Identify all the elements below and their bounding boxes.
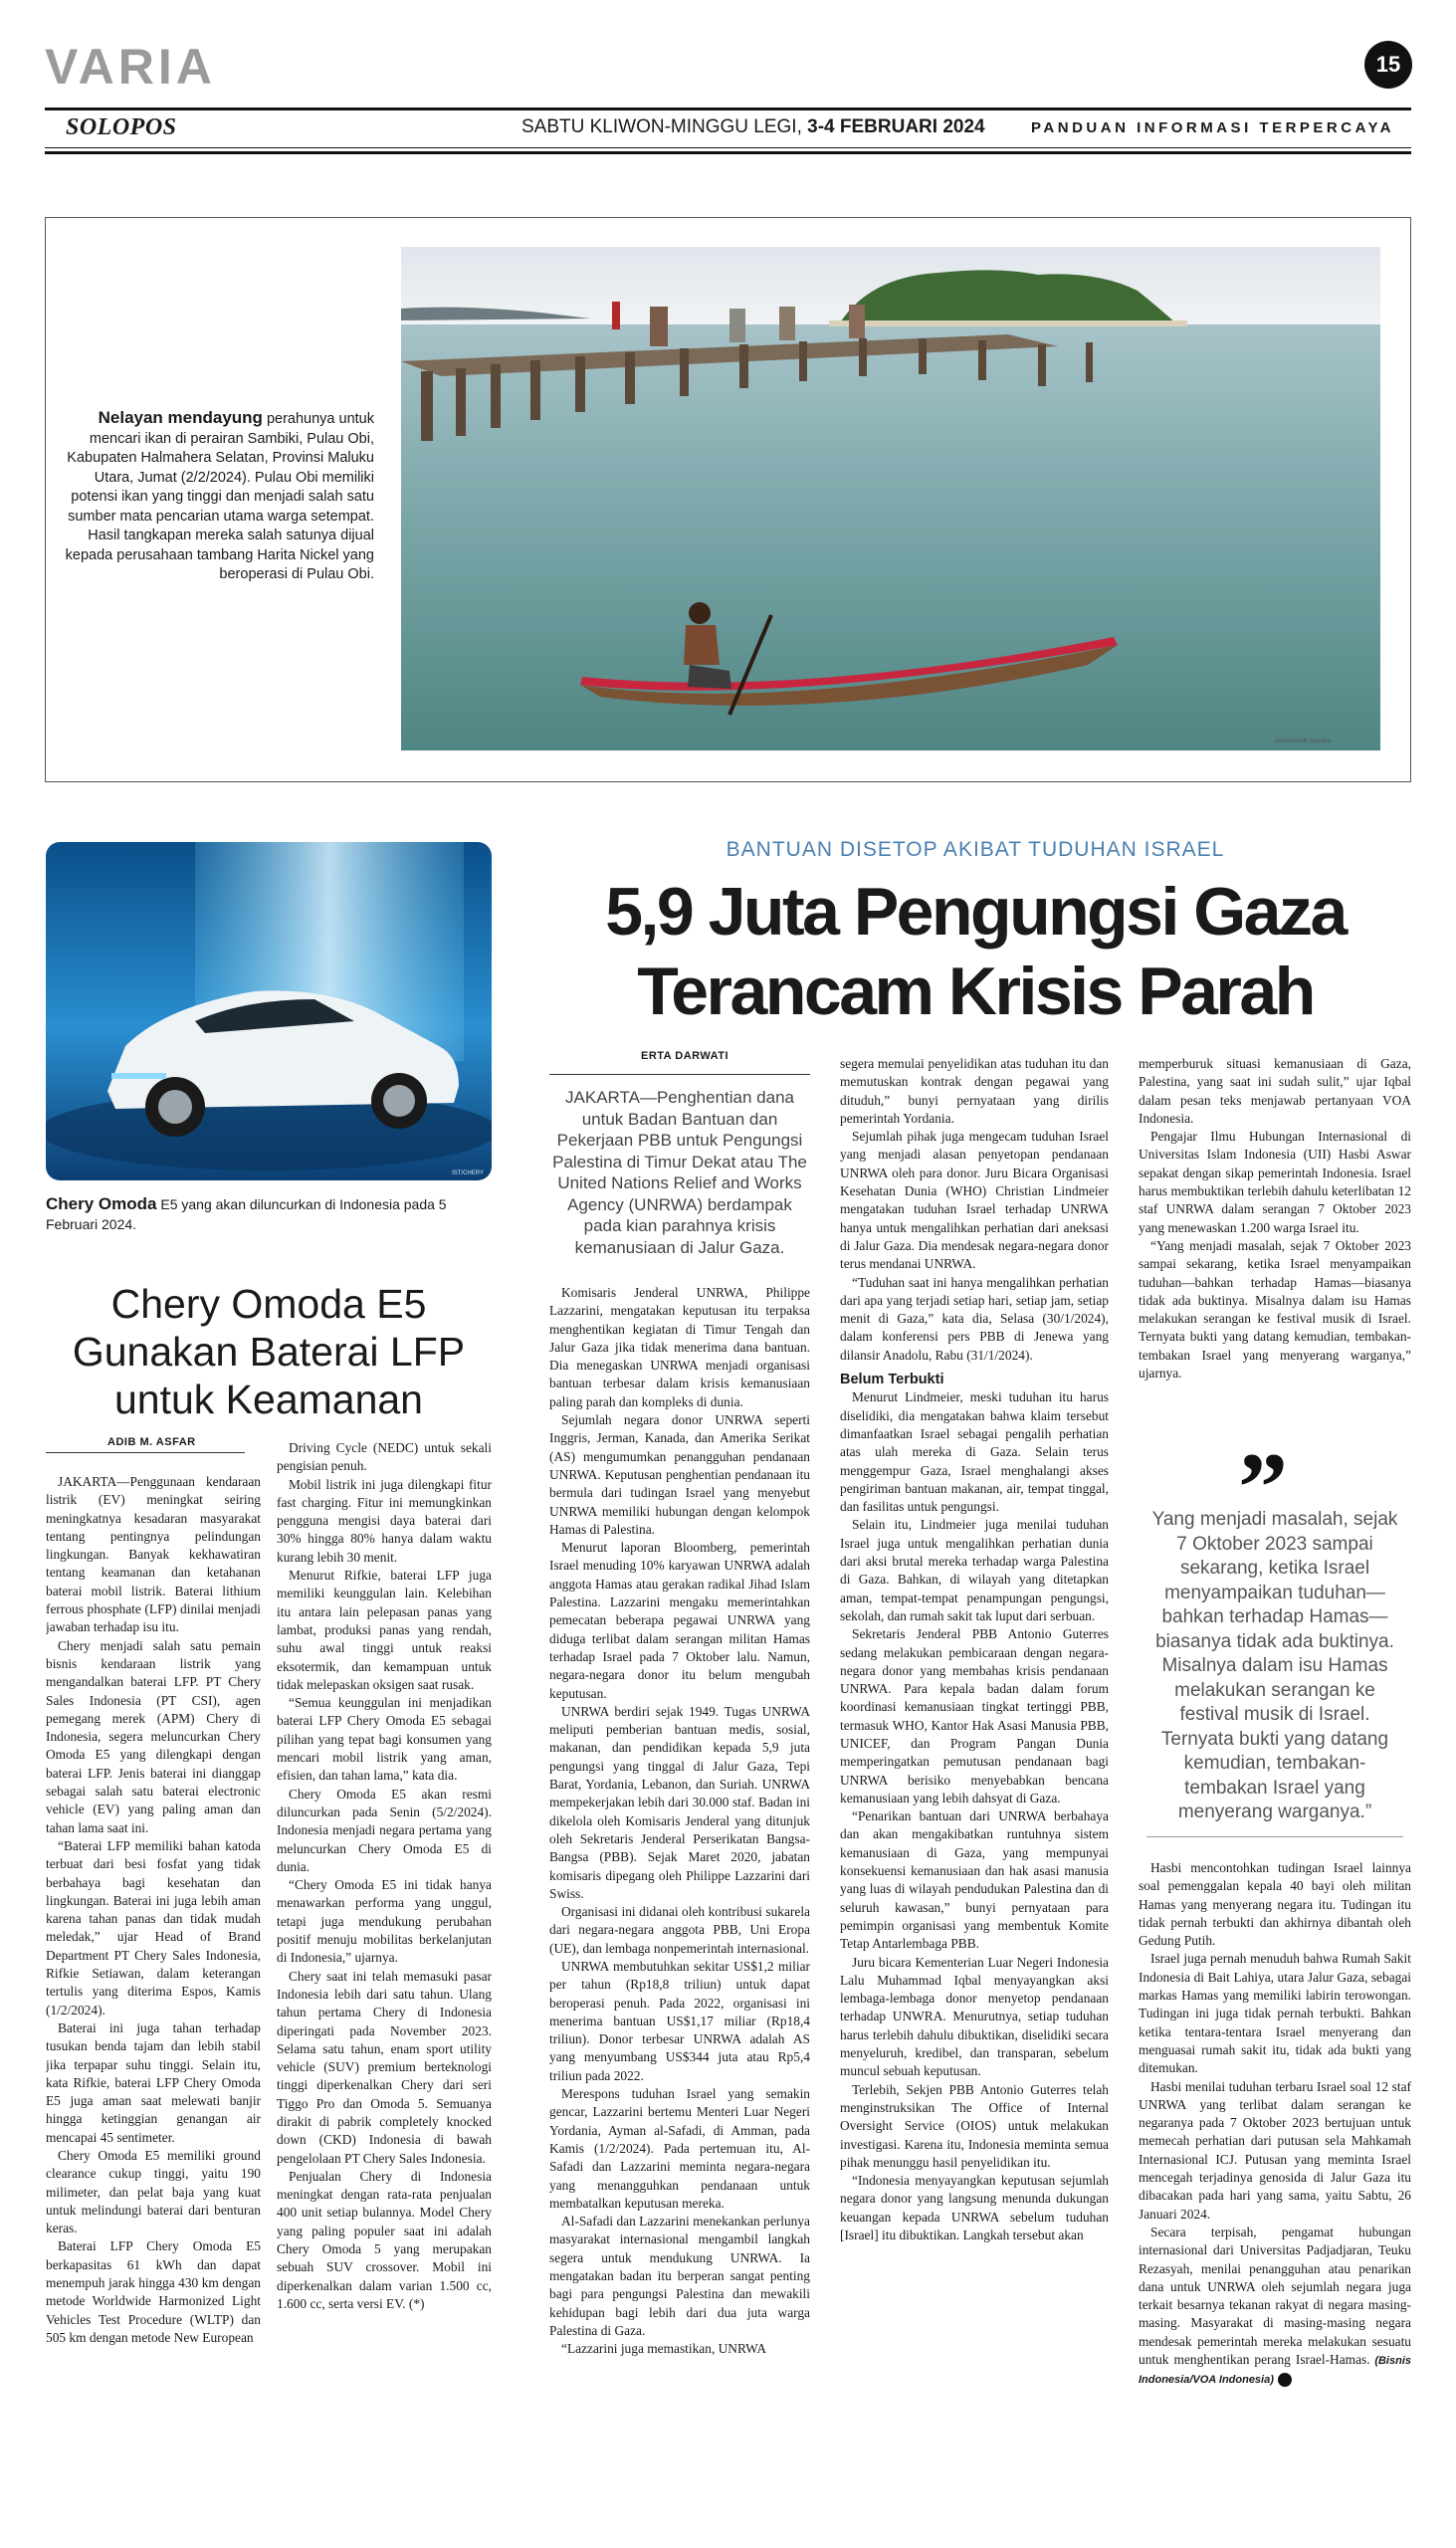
photo-credit: Antara/Andri Saputra [1274,739,1331,744]
paragraph: “Indonesia menyayangkan keputusan sejumlah negara donor yang langsung menunda dukungan keuangan kepada UNRWA sebelum tuduhan [Israel] itu dibuktikan. Langkah tersebut akan [840,2173,1109,2242]
photo-caption [60,408,374,585]
chery-car-photo [46,842,492,1180]
paragraph: Sejumlah negara donor UNRWA seperti Inggris, Jerman, Kanada, dan Amerika Serikat (AS) mengumumkan penangguhan pendanaan UNRWA. Keputusan penghentian pendanaan itu bermula dari tudingan Israel yang menyebut UNRWA memiliki hubungan dengan kelompok Hamas di Palestina. [549,1412,810,1537]
paragraph: Menurut Rifkie, baterai LFP juga memiliki keunggulan lain. Kelebihan itu antara lain pelepasan panas yang lambat, produksi panas yang rendah, suhu awal tinggi untuk reaksi eksotermik, dan kemampuan untuk tidak melepaskan oksigen saat rusak. [277,1568,492,1692]
gaza-pullquote: Yang menjadi masalah, sejak 7 Oktober 2023 sampai sekarang, ketika Israel menyampaikan tuduhan—bahkan terhadap Hamas—biasanya tidak ada buktinya. Misalnya dalam isu Hamas melakukan serangan ke festival musik di Israel. Ternyata bukti yang datang kemudian, tembakan-tembakan Israel yang menyerang warganya.” [1151,1509,1398,1822]
paragraph: Sejumlah pihak juga mengecam tuduhan Israel yang menjadi alasan penyetopan pendanaan UNRWA oleh para donor. Juru Bicara Organisasi Kesehatan Dunia (WHO) Christian Lindmeier mengatakan tuduhan Israel terhadap UNRWA hanya untuk mengalihkan perhatian dari aneksasi di Jalur Gaza. Dia mendesak negara-negara donor terus mendanai UNRWA. [840,1129,1109,1272]
gaza-lead: JAKARTA—Penghentian dana untuk Badan Bantuan dan Pekerjaan PBB untuk Pengungsi Palestina di Timur Dekat atau The United Nations Relief and Works Agency (UNRWA) berdampak pada kian parahnya krisis kemanusiaan di Jalur Gaza. [552,1088,807,1257]
chery-photo-credit: IST/CHERY [452,1170,484,1176]
gaza-headline-line-1: 5,9 Juta Pengungsi Gaza [605,874,1346,950]
dateline-date: 3-4 FEBRUARI 2024 [807,116,985,137]
paragraph: Terlebih, Sekjen PBB Antonio Guterres telah menginstruksikan The Office of Internal Oversight Service (OIOS) untuk melakukan investigasi. Karena itu, Indonesia meminta semua pihak menunggu hasil penyelidikan itu. [840,2081,1109,2170]
quote-icon: ” [1238,1432,1288,1543]
gaza-column-1 [549,1284,810,2498]
paragraph: Al-Safadi dan Lazzarini menekankan perlunya masyarakat internasional mengambil langkah segera untuk mendukung UNRWA. Ia mengatakan badan itu berperan sangat penting bagi para pengungsi Palestina dan mewakili kehidupan bagi lebih dari dua juta warga Palestina di Gaza. [549,2214,810,2338]
paragraph: Mobil listrik ini juga dilengkapi fitur fast charging. Fitur ini memungkinkan pengguna mengisi daya baterai dari 30% hingga 80% hanya dalam waktu kurang lebih 30 menit. [277,1476,492,1565]
paragraph: Chery Omoda E5 akan resmi diluncurkan pada Senin (5/2/2024). Indonesia menjadi negara pertama yang meluncurkan Chery Omoda E5 di dunia. [277,1786,492,1874]
pullquote-rule [1146,1836,1403,1837]
gaza-headline-line-2: Terancam Krisis Parah [637,954,1314,1029]
paragraph: JAKARTA—Penggunaan kendaraan listrik (EV) meningkat seiring meningkatnya kesadaran masyarakat tentang pentingnya pelindungan lingkungan. Banyak kekhawatiran tentang keamanan dan ketahanan baterai mobil listrik. Baterai lithium ferrous phosphate (LFP) dinilai menjadi jawaban terhadap isu itu. [46,1474,261,1635]
chery-byline-rule [46,1452,245,1453]
paragraph: Baterai ini juga tahan terhadap tusukan benda tajam dan lebih stabil jika terpapar suhu tinggi. Selain itu, kata Rifkie, baterai LFP Chery Omoda E5 juga aman saat melewati banjir hingga ketinggian genangan air mencapai 45 sentimeter. [46,2019,261,2145]
paragraph: Selain itu, Lindmeier juga menilai tuduhan Israel juga untuk mengalihkan perhatian dunia dari aksi brutal mereka terhadap warga Palestina di Gaza. Bahkan, di wilayah yang ditetapkan aman, tempat-tempat penampungan pengungsi, sekolah, dan rumah sakit tak luput dari serbuan. [840,1517,1109,1623]
dateline [521,116,985,138]
paragraph: Merespons tuduhan Israel yang semakin gencar, Lazzarini bertemu Menteri Luar Negeri Yordania, Ayman al-Safadi, di Amman, pada Kamis (1/2/2024). Pada pertemuan itu, Al-Safadi dan Lazzarini meminta negara-negara yang menangguhkan pendanaan untuk membatalkan keputusan mereka. [549,2086,810,2211]
paragraph: “Baterai LFP memiliki bahan katoda terbuat dari besi fosfat yang tidak berbahaya bagi kesehatan dan lingkungan. Baterai ini juga lebih aman karena tahan panas dan tidak mudah meledak,” ujar Head of Brand Department PT Chery Sales Indonesia, Rifkie Setiawan, dalam keterangan tertulis yang diterima Espos, Kamis (1/2/2024). [46,1837,261,2017]
paragraph: Driving Cycle (NEDC) untuk sekali pengisian penuh. [277,1440,492,1474]
chery-caption-text: E5 yang akan diluncurkan di Indonesia pada 5 Februari 2024. [46,1196,447,1232]
subheading: Belum Terbukti [840,1372,944,1388]
photo-caption-text: perahunya untuk mencari ikan di perairan Sambiki, Pulau Obi, Kabupaten Halmahera Selatan, Provinsi Maluku Utara, Jumat (2/2/2024). Pulau Obi memiliki potensi ikan yang tinggi dan menjadi salah satu sumber mata pencarian utama warga setempat. Hasil tangkapan mereka salah satunya dijual kepada perusahaan tambang Harita Nickel yang beroperasi di Pulau Obi. [65,411,374,582]
paragraph: Baterai LFP Chery Omoda E5 berkapasitas 61 kWh dan dapat menempuh jarak hingga 430 km dengan metode Worldwide Harmonized Light Vehicles Test Procedure (WLTP) dan 505 km dengan metode New European [46,2238,261,2345]
paragraph: Menurut Lindmeier, meski tuduhan itu harus diselidiki, dia mengatakan bahwa klaim tersebut dimanfaatkan Israel sebagai pengalih perhatian atas ulah mereka di Gaza. Selain terus menggempur Gaza, Israel menghalangi akses pengiriman bantuan makanan, air, tempat tinggal, dan fasilitas untuk pengungsi. [840,1389,1109,1515]
fisherman-photo-illustration [401,247,1380,750]
gaza-kicker: BANTUAN DISETOP AKIBAT TUDUHAN ISRAEL [726,838,1225,861]
paragraph: Pengajar Ilmu Hubungan Internasional di Universitas Islam Indonesia (UII) Hasbi Aswar sepakat dengan sikap pemerintah Indonesia. Israel harus membuktikan terlebih dahulu keterlibatan 12 staf UNRWA dalam serangan 7 Oktober 2023 yang menewaskan 1.200 warga Israel itu. [1139,1129,1411,1235]
header-rule-top [45,107,1411,110]
gaza-byline-rule [549,1074,810,1075]
paragraph: Chery Omoda E5 memiliki ground clearance cukup tinggi, yaitu 190 milimeter, dan pelat baja yang kuat untuk melindungi baterai dari benturan keras. [46,2147,261,2236]
paragraph: UNRWA membutuhkan sekitar US$1,2 miliar per tahun (Rp18,8 triliun) untuk dapat beroperasi penuh. Pada 2022, organisasi ini menerima bantuan US$1,17 miliar (Rp18,4 triliun). Donor terbesar UNRWA adalah AS yang menyumbang US$344 juta atau Rp5,4 triliun pada 2022. [549,1958,810,2083]
paragraph: “Penarikan bantuan dari UNRWA berbahaya dan akan mengakibatkan runtuhnya sistem kemanusiaan di Gaza, yang mempunyai konsekuensi kemanusiaan dan hak asasi manusia yang luas di wilayah pendudukan Palestina dan di seluruh kawasan,” bunyi pernyataan para pemimpin organisasi yang membentuk Komite Tetap Antarlembaga PBB. [840,1808,1109,1952]
paragraph: UNRWA berdiri sejak 1949. Tugas UNRWA meliputi pemberian bantuan medis, sosial, makanan, dan pendidikan kepada 5,9 juta pengungsi yang tinggal di Jalur Gaza, Tepi Barat, Yordania, Lebanon, dan Suriah. UNRWA mempekerjakan lebih dari 30.000 staf. Badan ini dikelola oleh Komisaris Jenderal yang ditunjuk oleh Sekretaris Jenderal Perserikatan Bangsa-Bangsa (PBB). Sejak Maret 2020, jabatan komisaris dipegang oleh Philippe Lazzarini dari Swiss. [549,1703,810,1901]
paragraph: “Semua keunggulan ini menjadikan baterai LFP Chery Omoda E5 sebagai pilihan yang tepat bagi konsumen yang mencari mobil listrik yang aman, efisien, dan tahan lama,” kata dia. [277,1695,492,1784]
paragraph: “Tuduhan saat ini hanya mengalihkan perhatian dari apa yang terjadi setiap hari, setiap jam, setiap menit di Gaza,” kata dia, Selasa (30/1/2024), dalam konferensi pers PBB di Jenewa yang dilansir Anadolu, Rabu (31/1/2024). [840,1274,1109,1363]
chery-photo-caption [46,1194,492,1234]
chery-caption-lead: Chery Omoda [46,1194,157,1213]
header-rule-bottom [45,147,1411,148]
dateline-prefix: SABTU KLIWON-MINGGU LEGI, [521,116,808,137]
paragraph: segera memulai penyelidikan atas tuduhan itu dan memutuskan kontrak dengan pegawai yang dituduh,” bunyi pernyataan yang dirilis pemerintah Yordania. [840,1056,1109,1126]
masthead-logo: SOLOPOS [66,114,177,140]
paragraph: Organisasi ini didanai oleh kontribusi sukarela dari negara-negara anggota PBB, Uni Eropa (UE), dan lembaga nonpemerintah internasional. [549,1904,810,1956]
paragraph: Chery saat ini telah memasuki pasar Indonesia lebih dari satu tahun. Ulang tahun pertama Chery di Indonesia diperingati pada November 2023. Selama satu tahun, enam sport utility vehicle (SUV) premium berteknologi tinggi diperkenalkan Chery dari seri Tiggo Pro dan Omoda 5. Semuanya dirakit di pabrik completely knocked down (CKD) Indonesia di bawah pengelolaan PT Chery Sales Indonesia. [277,1968,492,2166]
chery-column-1 [46,1473,261,2498]
tagline: PANDUAN INFORMASI TERPERCAYA [1031,119,1394,136]
paragraph: “Yang menjadi masalah, sejak 7 Oktober 2023 sampai sekarang, ketika Israel menyampaikan tuduhan—bahkan terhadap Hamas—biasanya tidak ada buktinya. Misalnya dalam isu Hamas melakukan serangan ke festival musik di Israel. Ternyata bukti yang datang kemudian, tembakan-tembakan Israel yang menyerang warganya,” ujarnya. [1139,1237,1411,1381]
paragraph: Menurut laporan Bloomberg, pemerintah Israel menuding 10% karyawan UNRWA adalah anggota Hamas atau gerakan radikal Jihad Islam Palestina. Lazzarini mengaku memerintahkan pemecatan beberapa pegawai UNRWA yang diduga terlibat dalam serangan militan Hamas terhadap Israel pada 7 Oktober lalu. Namun, negara-negara donor itu belum mengubah keputusan. [549,1540,810,1701]
paragraph: “Lazzarini juga memastikan, UNRWA [561,2341,766,2357]
chery-byline: ADIB M. ASFAR [107,1436,196,1448]
fisherman-photo [401,247,1380,750]
gaza-column-3-continued [1139,1859,1411,2498]
photo-caption-lead: Nelayan mendayung [98,408,263,427]
paragraph: Chery menjadi salah satu pemain bisnis kendaraan listrik yang mengandalkan baterai LFP. PT Chery Sales Indonesia (PT CSI), agen pemegang merek (APM) Chery di Indonesia, segera meluncurkan Chery Omoda E5 yang dilengkapi dengan baterai LFP. Jenis baterai ini dianggap sebagai salah satu baterai electronic vehicle (EV) yang paling aman dan tahan lama saat ini. [46,1637,261,1835]
paragraph: “Chery Omoda E5 ini tidak hanya menawarkan performa yang unggul, tetapi juga mendukung perubahan positif menuju mobilitas berkelanjutan di Indonesia,” ujarnya. [277,1877,492,1966]
gaza-byline: ERTA DARWATI [641,1050,729,1062]
paragraph: Penjualan Chery di Indonesia meningkat dengan rata-rata penjualan 400 unit setiap bulannya. Model Chery yang paling populer saat ini adalah Chery Omoda 5 yang merupakan sebuah SUV crossover. Mobil ini diperkenalkan dalam varian 1.500 cc, 1.600 cc, serta versi EV. (*) [277,2168,492,2311]
section-title: VARIA [45,39,216,95]
paragraph: Komisaris Jenderal UNRWA, Philippe Lazzarini, mengatakan keputusan itu terpaksa menghentikan kegiatan di Timur Tengah dan Jalur Gaza jika tidak menerima dana bantuan. Dia menegaskan UNRWA menjadi organisasi bantuan terbesar dalam krisis kemanusiaan paling parah dan kompleks di dunia. [549,1285,810,1409]
paragraph: Israel juga pernah menuduh bahwa Rumah Sakit Indonesia di Bait Lahiya, utara Jalur Gaza, sebagai markas Hamas yang memiliki labirin terowongan. Tudingan ini juga tidak pernah terbukti. Bahkan ketika tentara-tentara Israel menyerang dan menguasai rumah sakit itu, tidak ada bukti yang ditemukan. [1139,1951,1411,2076]
end-mark-icon [1278,2373,1292,2387]
chery-car-illustration [46,842,492,1180]
page-number: 15 [1364,41,1412,89]
gaza-headline [537,872,1413,1031]
gaza-column-3 [1139,1055,1411,1453]
chery-headline: Chery Omoda E5 Gunakan Baterai LFP untuk Keamanan [72,1281,466,1422]
paragraph: memperburuk situasi kemanusiaan di Gaza, Palestina, yang saat ini sudah sulit,” ujar Iqbal dalam pesan teks menjawab pertanyaan VOA Indonesia. [1139,1056,1411,1126]
paragraph: Hasbi mencontohkan tudingan Israel lainnya soal pemenggalan kepala 40 bayi oleh militan Hamas yang menyerang negara itu. Tudingan itu tidak pernah terbukti dan akhirnya dibantah oleh Gedung Putih. [1139,1860,1411,1949]
chery-column-2 [277,1439,492,2498]
paragraph: Sekretaris Jenderal PBB Antonio Guterres sedang melakukan pembicaraan dengan negara-negara donor yang membahas krisis pendanaan UNRWA. Para kepala badan dalam forum koordinasi kemanusiaan tingkat tertinggi PBB, termasuk WHO, Kantor Hak Asasi Manusia PBB, UNICEF, dan Program Pangan Dunia memperingatkan pemutusan pendanaan bagi UNRWA berisiko menyebabkan bencana kemanusiaan yang lebih dahsyat di Gaza. [840,1626,1109,1805]
paragraph: Secara terpisah, pengamat hubungan internasional dari Universitas Padjadjaran, Teuku Rezasyah, menilai penangguhan atau penarikan dana untuk UNRWA oleh sejumlah negara juga terkait besarnya tekanan rakyat di negara masing-masing. Masyarakat di masing-masing negara mendesak pemerintah mereka melakukan sesuatu untuk menghentikan perang Israel-Hamas. (Bisnis Indonesia/VOA Indonesia) [1139,2224,1411,2387]
gaza-column-2 [840,1055,1109,2498]
sign-off: (Bisnis Indonesia/VOA Indonesia) [1139,2355,1411,2387]
paragraph: Juru bicara Kementerian Luar Negeri Indonesia Lalu Muhammad Iqbal menyayangkan aksi lembaga-lembaga donor menyetop pendanaan terhadap UNWRA. Menurutnya, setiap tuduhan harus terlebih dahulu dibuktikan, diselidiki secara menyeluruh, kredibel, dan transparan, sebelum muncul sebuah keputusan. [840,1954,1109,2079]
paragraph: Hasbi menilai tuduhan terbaru Israel soal 12 staf UNRWA yang terlibat dalam serangan ke negaranya pada 7 Oktober 2023 bertujuan untuk memecah perhatian dari putusan sela Mahkamah Internasional ICJ. Putusan yang meminta Israel mencegah terjadinya genosida di Jalur Gaza itu dibacakan pada hari yang sama, yaitu Sabtu, 26 Januari 2024. [1139,2078,1411,2222]
header-rule-bottom-thick [45,151,1411,154]
